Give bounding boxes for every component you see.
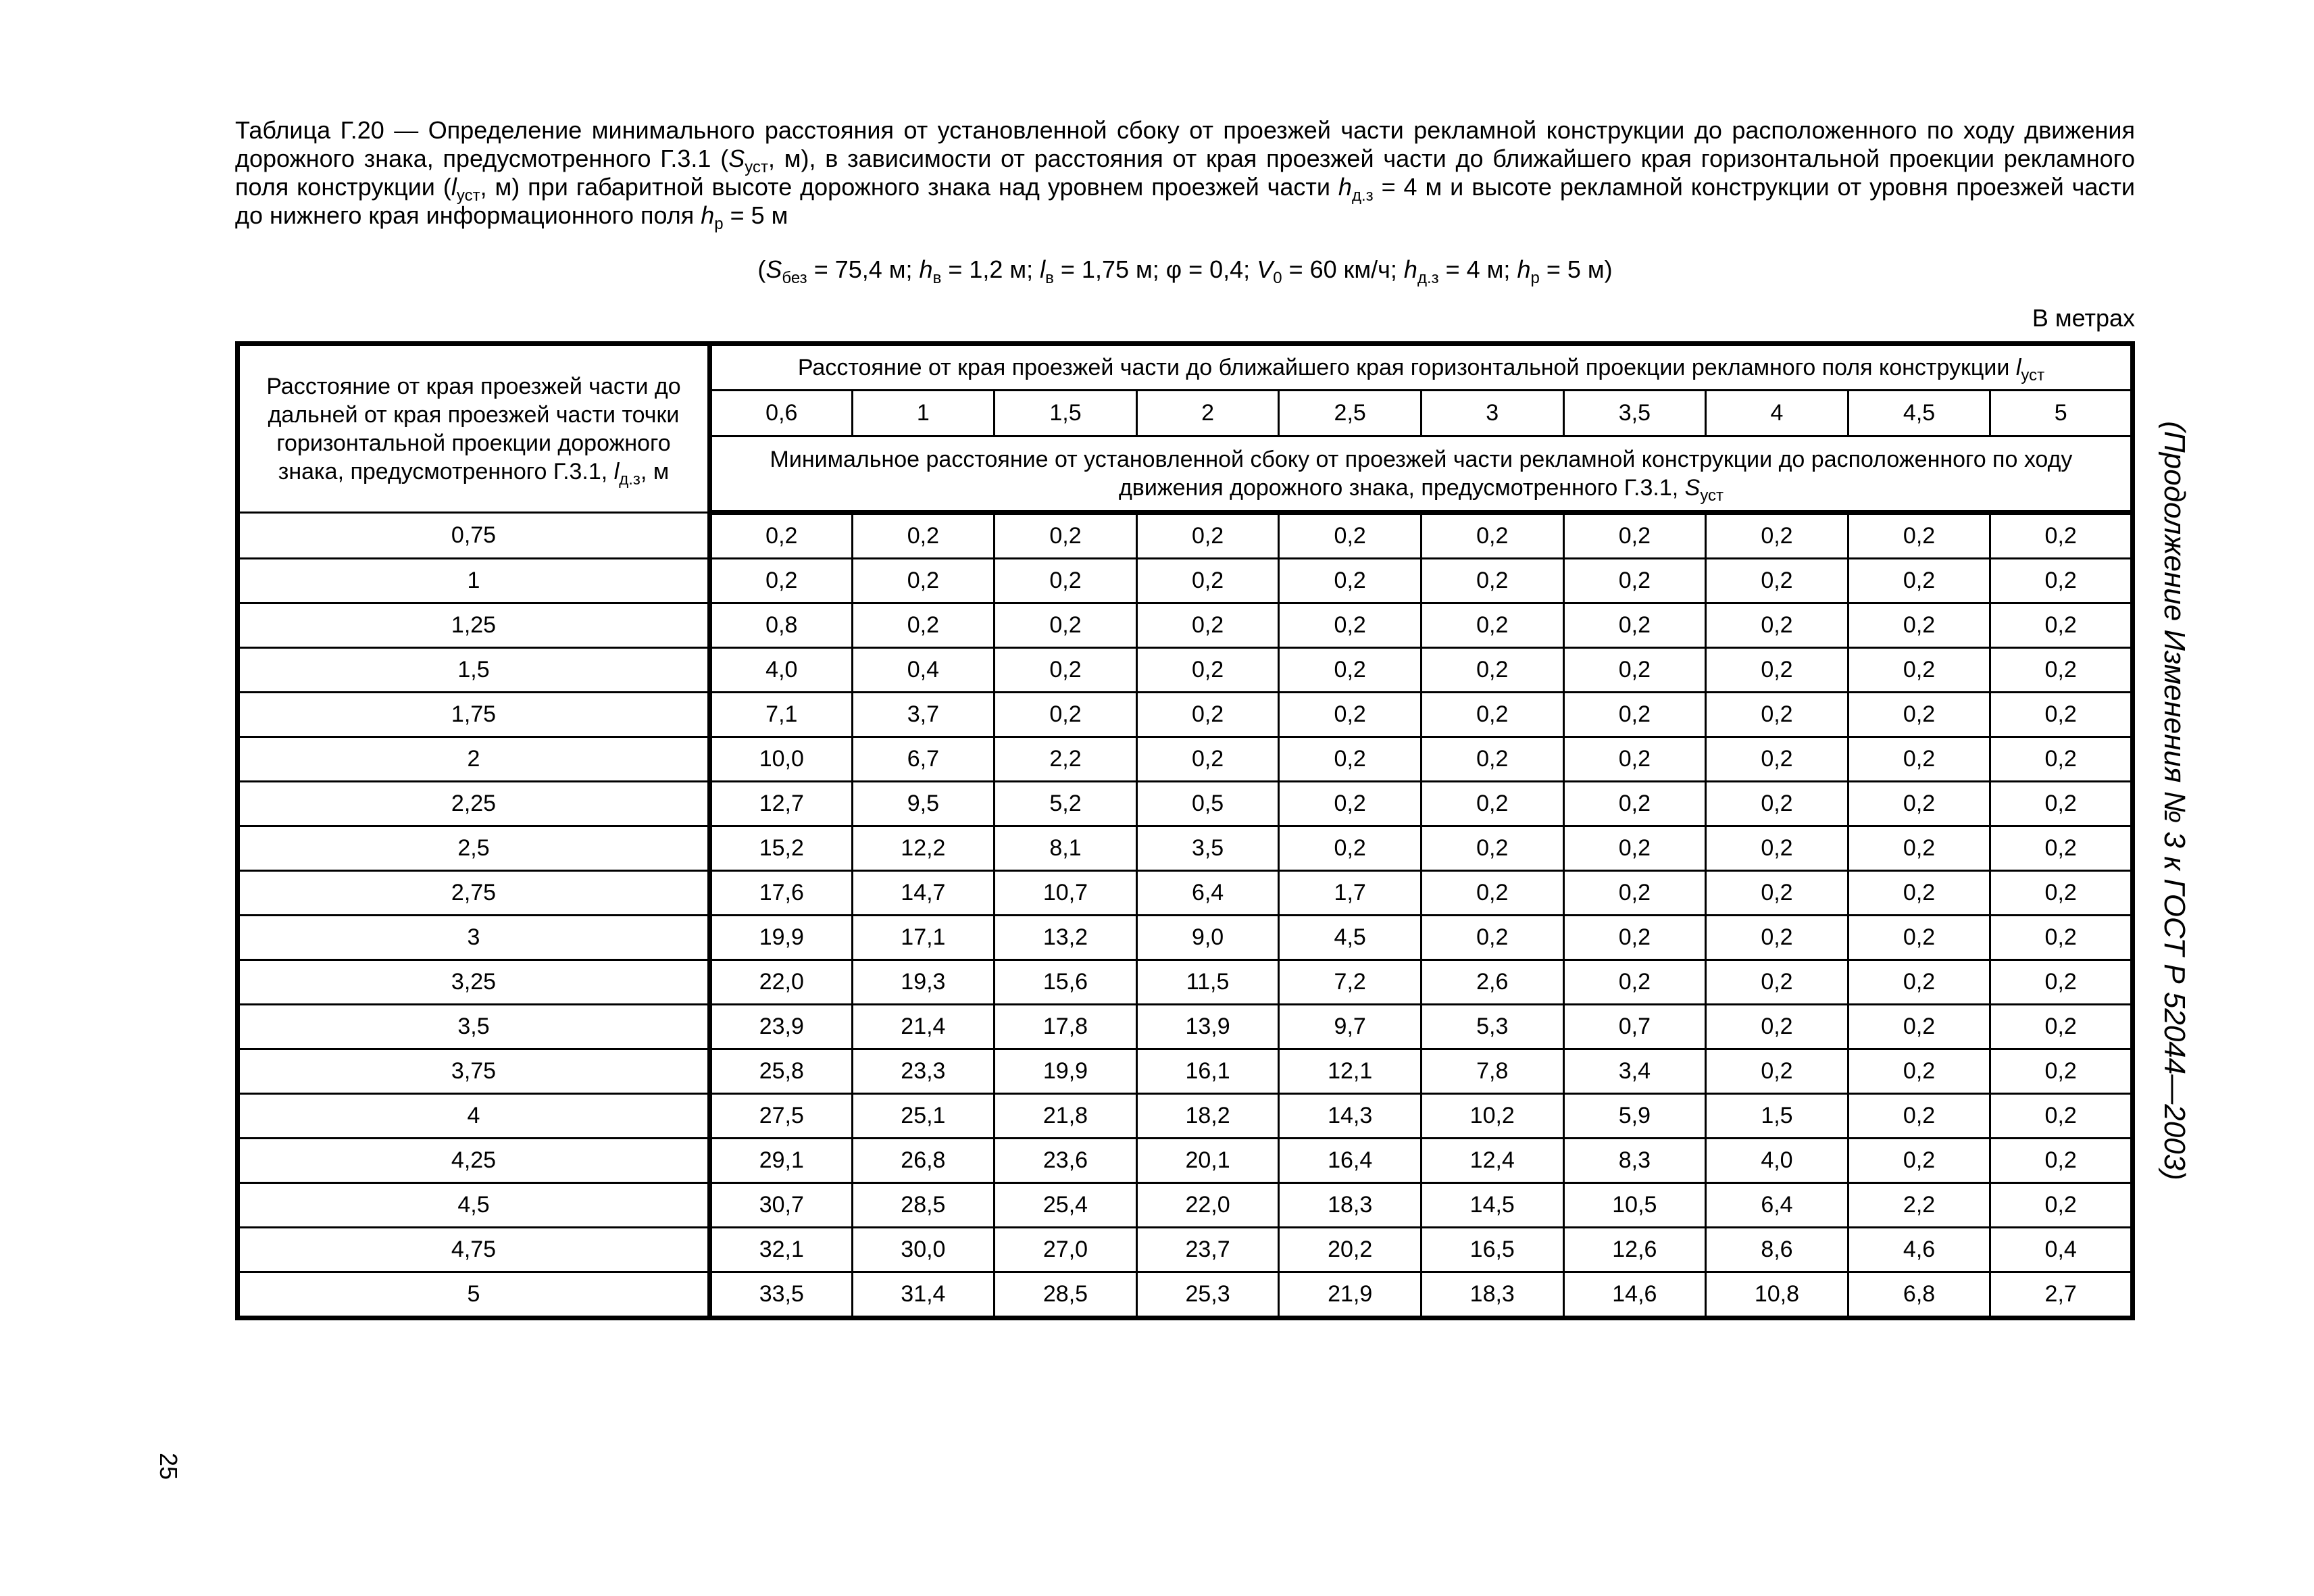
table-cell: 10,0 (710, 737, 853, 782)
table-cell: 0,2 (1563, 826, 1706, 871)
row-label-cell: 2 (238, 737, 710, 782)
parameters-line: ($S_{без} = 75,4$ м; $h_в = 1,2$ м; $l_в = 1,75$ м; φ = 0,4; $V_0 = 60$ км/ч; $h_{д.з} = 4$ м; $h_р = 5$ м) (757, 255, 1613, 287)
table-cell: 0,2 (1421, 871, 1563, 916)
table-cell: 0,2 (1848, 513, 1990, 559)
table-cell: 0,2 (995, 513, 1137, 559)
row-label-cell: 0,75 (238, 513, 710, 559)
table-cell: 0,2 (1563, 559, 1706, 603)
table-cell: 0,2 (1706, 871, 1848, 916)
table-cell: 5,9 (1563, 1094, 1706, 1139)
row-label-cell: 3,5 (238, 1005, 710, 1049)
table-cell: 0,2 (1706, 1049, 1848, 1094)
table-cell: 18,3 (1279, 1183, 1422, 1228)
table-cell: 8,3 (1563, 1139, 1706, 1183)
table-cell: 0,2 (1990, 648, 2133, 693)
table-cell: 0,2 (1421, 826, 1563, 871)
table-row (238, 871, 2133, 916)
column-header-cell: 2,5 (1279, 391, 1422, 437)
table-cell: 0,2 (1990, 1005, 2133, 1049)
table-cell: 0,2 (1421, 916, 1563, 960)
table-cell: 13,9 (1136, 1005, 1279, 1049)
table-cell: 14,5 (1421, 1183, 1563, 1228)
table-cell: 29,1 (710, 1139, 853, 1183)
table-cell: 0,2 (1706, 737, 1848, 782)
table-cell: 10,2 (1421, 1094, 1563, 1139)
table-cell: 0,2 (1279, 559, 1422, 603)
table-cell: 9,0 (1136, 916, 1279, 960)
row-label-cell: 5 (238, 1272, 710, 1318)
table-cell: 0,2 (1563, 960, 1706, 1005)
table-cell: 17,8 (995, 1005, 1137, 1049)
table-cell: 17,1 (852, 916, 995, 960)
table-cell: 14,7 (852, 871, 995, 916)
table-cell: 0,2 (1136, 603, 1279, 648)
table-cell: 25,8 (710, 1049, 853, 1094)
table-cell: 21,9 (1279, 1272, 1422, 1318)
row-label-cell: 2,5 (238, 826, 710, 871)
table-cell: 16,4 (1279, 1139, 1422, 1183)
table-cell: 0,2 (1563, 603, 1706, 648)
table-cell: 0,2 (1706, 960, 1848, 1005)
table-cell: 0,8 (710, 603, 853, 648)
table-cell: 15,2 (710, 826, 853, 871)
table-cell: 0,2 (852, 603, 995, 648)
column-header-cell: 4,5 (1848, 391, 1990, 437)
table-cell: 7,2 (1279, 960, 1422, 1005)
table-cell: 0,2 (1563, 648, 1706, 693)
table-cell: 0,2 (1848, 559, 1990, 603)
row-label-cell: 1,75 (238, 693, 710, 737)
table-cell: 0,2 (1421, 737, 1563, 782)
values-description-header: Минимальное расстояние от установленной сбоку от проезжей части рекламной конструкции до расположенного по ходу движения дорожного знака, предусмотренного Г.3.1, $S_{уст}$ (710, 437, 2133, 513)
table-cell: 6,8 (1848, 1272, 1990, 1318)
table-cell: 0,2 (1990, 782, 2133, 826)
row-label-cell: 4,5 (238, 1183, 710, 1228)
table-cell: 2,7 (1990, 1272, 2133, 1318)
table-cell: 20,1 (1136, 1139, 1279, 1183)
table-cell: 0,2 (1279, 513, 1422, 559)
table-cell: 0,2 (1848, 737, 1990, 782)
table-cell: 30,7 (710, 1183, 853, 1228)
table-cell: 18,3 (1421, 1272, 1563, 1318)
table-cell: 0,2 (1279, 603, 1422, 648)
table-cell: 3,7 (852, 693, 995, 737)
table-cell: 17,6 (710, 871, 853, 916)
row-label-cell: 4,25 (238, 1139, 710, 1183)
table-cell: 8,6 (1706, 1228, 1848, 1272)
table-cell: 6,4 (1706, 1183, 1848, 1228)
row-label-cell: 2,25 (238, 782, 710, 826)
table-cell: 0,2 (995, 648, 1137, 693)
table-cell: 10,5 (1563, 1183, 1706, 1228)
table-row (238, 1272, 2133, 1318)
table-cell: 0,2 (1279, 826, 1422, 871)
table-row (238, 1183, 2133, 1228)
table-cell: 0,2 (1706, 826, 1848, 871)
table-cell: 0,2 (1706, 648, 1848, 693)
table-cell: 4,6 (1848, 1228, 1990, 1272)
table-cell: 14,3 (1279, 1094, 1422, 1139)
table-cell: 12,1 (1279, 1049, 1422, 1094)
table-cell: 7,1 (710, 693, 853, 737)
row-label-cell: 3,75 (238, 1049, 710, 1094)
table-cell: 0,2 (1421, 648, 1563, 693)
table-cell: 26,8 (852, 1139, 995, 1183)
table-cell: 0,2 (1990, 737, 2133, 782)
table-cell: 1,5 (1706, 1094, 1848, 1139)
table-cell: 15,6 (995, 960, 1137, 1005)
units-label: В метрах (2032, 304, 2135, 332)
table-cell: 33,5 (710, 1272, 853, 1318)
table-cell: 14,6 (1563, 1272, 1706, 1318)
table-cell: 0,2 (1421, 782, 1563, 826)
table-cell: 1,7 (1279, 871, 1422, 916)
table-cell: 18,2 (1136, 1094, 1279, 1139)
table-cell: 6,4 (1136, 871, 1279, 916)
table-cell: 12,2 (852, 826, 995, 871)
table-cell: 0,2 (1706, 916, 1848, 960)
table-cell: 0,2 (1990, 693, 2133, 737)
table-cell: 0,2 (1990, 1139, 2133, 1183)
table-cell: 12,4 (1421, 1139, 1563, 1183)
table-cell: 31,4 (852, 1272, 995, 1318)
table-cell: 23,3 (852, 1049, 995, 1094)
table-cell: 0,2 (1706, 603, 1848, 648)
table-cell: 0,2 (1990, 513, 2133, 559)
table-cell: 32,1 (710, 1228, 853, 1272)
table-cell: 0,4 (1990, 1228, 2133, 1272)
table-cell: 0,2 (1848, 782, 1990, 826)
table-cell: 21,4 (852, 1005, 995, 1049)
table-cell: 9,5 (852, 782, 995, 826)
table-cell: 0,7 (1563, 1005, 1706, 1049)
table-cell: 0,2 (1421, 513, 1563, 559)
table-cell: 0,2 (1421, 693, 1563, 737)
table-cell: 0,2 (995, 693, 1137, 737)
table-cell: 0,2 (1990, 1049, 2133, 1094)
table-cell: 28,5 (852, 1183, 995, 1228)
table-cell: 6,7 (852, 737, 995, 782)
table-cell: 0,2 (1563, 693, 1706, 737)
table-cell: 0,2 (1848, 960, 1990, 1005)
table-row (238, 1049, 2133, 1094)
table-cell: 0,2 (1990, 916, 2133, 960)
table-cell: 0,2 (1563, 782, 1706, 826)
table-cell: 2,2 (995, 737, 1137, 782)
table-cell: 5,3 (1421, 1005, 1563, 1049)
table-cell: 11,5 (1136, 960, 1279, 1005)
table-cell: 0,2 (1136, 648, 1279, 693)
table-cell: 0,2 (1990, 603, 2133, 648)
table-cell: 12,7 (710, 782, 853, 826)
table-cell: 0,2 (1848, 648, 1990, 693)
table-row (238, 513, 2133, 559)
table-cell: 0,2 (1848, 1139, 1990, 1183)
table-row (238, 916, 2133, 960)
table-cell: 0,2 (1706, 782, 1848, 826)
data-table (235, 341, 2135, 1320)
table-cell: 0,2 (1848, 693, 1990, 737)
table-cell: 0,2 (1421, 559, 1563, 603)
table-row (238, 559, 2133, 603)
table-cell: 23,6 (995, 1139, 1137, 1183)
table-cell: 0,2 (1136, 693, 1279, 737)
table-cell: 0,2 (1990, 1094, 2133, 1139)
table-cell: 0,2 (1990, 559, 2133, 603)
table-cell: 0,2 (1279, 737, 1422, 782)
table-cell: 23,7 (1136, 1228, 1279, 1272)
row-header-title: Расстояние от края проезжей части до дальней от края проезжей части точки горизонтальной проекции дорожного знака, предусмотренного Г.3.1, $l_{д.з}$, м (238, 344, 710, 513)
table-cell: 0,2 (1848, 826, 1990, 871)
row-label-cell: 1 (238, 559, 710, 603)
table-cell: 9,7 (1279, 1005, 1422, 1049)
table-cell: 7,8 (1421, 1049, 1563, 1094)
table-row (238, 1139, 2133, 1183)
table-cell: 16,5 (1421, 1228, 1563, 1272)
row-label-cell: 4 (238, 1094, 710, 1139)
table-cell: 0,2 (1990, 871, 2133, 916)
table-cell: 25,4 (995, 1183, 1137, 1228)
table-cell: 0,2 (995, 603, 1137, 648)
table-row (238, 603, 2133, 648)
table-cell: 25,3 (1136, 1272, 1279, 1318)
table-cell: 0,2 (1848, 916, 1990, 960)
table-cell: 0,2 (995, 559, 1137, 603)
table-row (238, 960, 2133, 1005)
column-header-cell: 4 (1706, 391, 1848, 437)
table-cell: 3,5 (1136, 826, 1279, 871)
table-cell: 3,4 (1563, 1049, 1706, 1094)
table-cell: 13,2 (995, 916, 1137, 960)
table-caption: Таблица Г.20 — Определение минимального расстояния от установленной сбоку от проезжей части рекламной конструкции до расположенного по ходу движения дорожного знака, предусмотренного Г.3.1 ($S_{уст}$, м), в зависимости от расстояния от края проезжей части до ближайшего края горизонтальной проекции рекламного поля конструкции ($l_{уст}$, м) при габаритной высоте дорожного знака над уровнем проезжей части $h_{д.з} = 4$ м и высоте рекламной конструкции от уровня проезжей части до нижнего края информационного поля $h_р = 5$ м (235, 116, 2136, 233)
table-cell: 0,2 (1563, 871, 1706, 916)
table-cell: 0,2 (1990, 1183, 2133, 1228)
table-cell: 20,2 (1279, 1228, 1422, 1272)
table-cell: 0,2 (710, 513, 853, 559)
table-cell: 23,9 (710, 1005, 853, 1049)
table-row (238, 693, 2133, 737)
table-cell: 22,0 (710, 960, 853, 1005)
continuation-note: (Продолжение Изменения № 3 к ГОСТ Р 52044—2003) (2158, 421, 2191, 1180)
table-cell: 0,2 (1563, 513, 1706, 559)
table-cell: 8,1 (995, 826, 1137, 871)
row-label-cell: 4,75 (238, 1228, 710, 1272)
table-cell: 0,2 (1706, 693, 1848, 737)
row-label-cell: 1,5 (238, 648, 710, 693)
table-cell: 16,1 (1136, 1049, 1279, 1094)
table-row (238, 1228, 2133, 1272)
table-cell: 0,2 (1990, 960, 2133, 1005)
table-cell: 30,0 (852, 1228, 995, 1272)
table-cell: 0,2 (1136, 559, 1279, 603)
table-cell: 0,2 (1706, 513, 1848, 559)
table-cell: 12,6 (1563, 1228, 1706, 1272)
table-cell: 19,9 (995, 1049, 1137, 1094)
table-row (238, 1094, 2133, 1139)
row-label-cell: 2,75 (238, 871, 710, 916)
table-cell: 4,5 (1279, 916, 1422, 960)
column-header-cell: 3 (1421, 391, 1563, 437)
table-row (238, 826, 2133, 871)
row-label-cell: 3,25 (238, 960, 710, 1005)
table-cell: 0,2 (1848, 1005, 1990, 1049)
column-header-cell: 1,5 (995, 391, 1137, 437)
table-cell: 0,2 (852, 513, 995, 559)
row-label-cell: 3 (238, 916, 710, 960)
table-cell: 0,2 (1706, 1005, 1848, 1049)
table-cell: 27,0 (995, 1228, 1137, 1272)
table-cell: 22,0 (1136, 1183, 1279, 1228)
table-cell: 0,2 (1848, 603, 1990, 648)
table-row (238, 648, 2133, 693)
table-cell: 10,7 (995, 871, 1137, 916)
table-cell: 0,2 (1848, 1049, 1990, 1094)
column-header-cell: 0,6 (710, 391, 853, 437)
table-row (238, 782, 2133, 826)
table-cell: 19,3 (852, 960, 995, 1005)
table-cell: 0,5 (1136, 782, 1279, 826)
table-cell: 27,5 (710, 1094, 853, 1139)
table-cell: 0,2 (1563, 916, 1706, 960)
column-group-header: Расстояние от края проезжей части до ближайшего края горизонтальной проекции рекламного поля конструкции $l_{уст}$ (710, 344, 2133, 391)
table-row (238, 737, 2133, 782)
column-header-cell: 2 (1136, 391, 1279, 437)
table-cell: 0,4 (852, 648, 995, 693)
table-cell: 5,2 (995, 782, 1137, 826)
page-number: 25 (155, 1453, 182, 1480)
table-cell: 4,0 (1706, 1139, 1848, 1183)
table-cell: 0,2 (1421, 603, 1563, 648)
table-cell: 0,2 (1848, 1094, 1990, 1139)
table-cell: 0,2 (1279, 693, 1422, 737)
table-cell: 0,2 (1279, 782, 1422, 826)
table-cell: 19,9 (710, 916, 853, 960)
row-label-cell: 1,25 (238, 603, 710, 648)
table-cell: 0,2 (1136, 513, 1279, 559)
table-cell: 0,2 (1136, 737, 1279, 782)
table-cell: 2,6 (1421, 960, 1563, 1005)
table-body (238, 513, 2133, 1318)
table-row (238, 1005, 2133, 1049)
table-cell: 0,2 (1848, 871, 1990, 916)
table-cell: 10,8 (1706, 1272, 1848, 1318)
table-cell: 25,1 (852, 1094, 995, 1139)
table-cell: 0,2 (1990, 826, 2133, 871)
table-cell: 0,2 (710, 559, 853, 603)
column-header-cell: 5 (1990, 391, 2133, 437)
column-header-cell: 1 (852, 391, 995, 437)
table-cell: 28,5 (995, 1272, 1137, 1318)
table-cell: 21,8 (995, 1094, 1137, 1139)
table-cell: 0,2 (1279, 648, 1422, 693)
table-cell: 0,2 (1563, 737, 1706, 782)
table-cell: 0,2 (1706, 559, 1848, 603)
table-cell: 2,2 (1848, 1183, 1990, 1228)
column-header-cell: 3,5 (1563, 391, 1706, 437)
table-cell: 4,0 (710, 648, 853, 693)
table-cell: 0,2 (852, 559, 995, 603)
